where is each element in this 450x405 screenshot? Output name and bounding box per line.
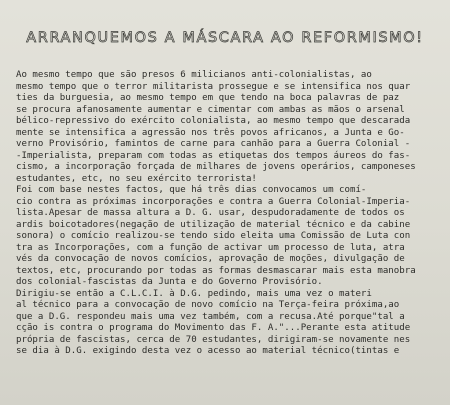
document-body xyxy=(16,70,446,358)
text-line: dos colonial-fascistas da Junta e do Governo Provisório. xyxy=(16,277,323,287)
text-line: mesmo tempo que o terror militarista prossegue e se intensifica nos quar xyxy=(16,81,411,92)
text-line: vés da convocação de novos comícios, aprovação de moções, divulgação de xyxy=(16,254,405,264)
text-line: sonora) o comício realizou-se tendo sido eleita uma Comissão de Luta con xyxy=(16,231,411,241)
text-line: se procura afanosamente aumentar e cimentar com ambas as mãos o arsenal xyxy=(16,104,405,115)
text-line: verno Provisório, famintos de carne para canhão para a Guerra Colonial - xyxy=(16,139,411,149)
text-line: textos, etc, procurando por todas as formas desmascarar mais esta manobra xyxy=(16,265,416,276)
text-line: cção is contra o programa do Movimento das F. A."...Perante esta atitude xyxy=(16,323,411,333)
text-line: estudantes, etc, no seu exército terrorista! xyxy=(16,173,257,184)
text-line: tra as Incorporações, com a função de activar um processo de luta, atra xyxy=(16,242,405,253)
document-title: ARRANQUEMOS A MÁSCARA AO REFORMISMO! xyxy=(26,30,424,46)
text-line: al técnico para a convocação de novo comício na Terça-feira próxima,ao xyxy=(16,300,400,310)
text-line: se dia à D.G. exigindo desta vez o acesso ao material técnico(tintas e xyxy=(16,346,400,356)
text-line: Ao mesmo tempo que são presos 6 milicianos anti-colonialistas, ao xyxy=(16,70,372,80)
text-line: mente se intensifica a agressão nos três povos africanos, a Junta e Go- xyxy=(16,127,405,138)
text-line: lista.Apesar de massa altura a D. G. usar, despudoradamente de todos os xyxy=(16,208,405,218)
text-line: ties da burguesia, ao mesmo tempo em que tendo na boca palavras de paz xyxy=(16,93,400,103)
text-line: cio contra as próximas incorporações e contra a Guerra Colonial-Imperia- xyxy=(16,196,411,207)
text-line: -Imperialista, preparam com todas as etiquetas dos tempos áureos do fas- xyxy=(16,150,411,161)
text-line: Dirigiu-se então a C.L.C.I. à D.G. pedindo, mais uma vez o materi xyxy=(16,288,372,299)
text-line: ardis boicotadores(negação de utilização de material técnico e da cabine xyxy=(16,219,411,230)
text-line: bélico-repressivo do exército colonialista, ao mesmo tempo que descarada xyxy=(16,116,411,126)
text-line: cismo, a incorporação forçada de milhares de jovens operários, camponeses xyxy=(16,162,416,172)
text-line: que a D.G. respondeu mais uma vez também, com a recusa.Até porque"tal a xyxy=(16,311,405,322)
text-line: própria de fascistas, cerca de 70 estudantes, dirigiram-se novamente nes xyxy=(16,334,411,345)
text-line: Foi com base nestes factos, que há três dias convocamos um comí- xyxy=(16,185,367,195)
